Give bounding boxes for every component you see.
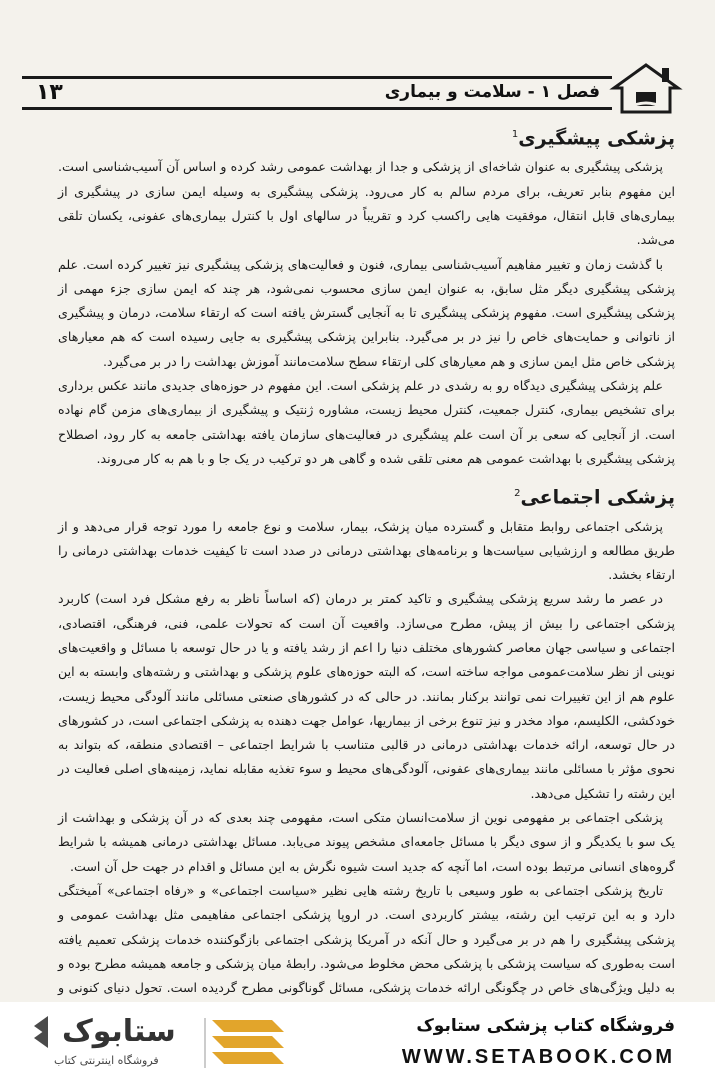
shop-name: فروشگاه کتاب پزشکی ستابوک [416, 1016, 675, 1036]
page-content [58, 122, 675, 1025]
section-heading: پزشکی اجتماعی$^2$ [514, 486, 675, 509]
paragraph: تاریخ پزشکی اجتماعی به طور وسیعی با تاریخ رشته هایی نظیر «سیاست اجتماعی» و «رفاه اجتماعی» آمیختگی دارد و به این ترتیب این رشته، بیشتر کاربردی است. در اروپا پزشکی اجتماعی مفاهیمی مثل بهداشت عمومی و پزشکی پیشگیری را هم در بر می‌گیرد و حال آنکه در آمریکا پزشکی اجتماعی بازگوکننده خدمات پزشکی تعمیم یافته است به‌طوری که سیاست پزشکی با پزشکی محض مخلوط می‌شود. رابطهٔ میان پزشکی و جامعه همیشه مطرح بوده و به دلیل ویژگی‌های خاص در چگونگی ارائه خدمات پزشکی، مسائل گوناگونی مطرح گردیده است. تحول دنیای کنونی و [58, 882, 675, 996]
store-footer [0, 1002, 715, 1080]
page-header [22, 68, 682, 112]
paragraph: در عصر ما رشد سریع پزشکی پیشگیری و تاکید کمتر بر درمان (که اساساً ناظر به رفع مشکل فرد است) کاربرد پزشکی اجتماعی را بیش از پیش، مطرح می‌سازد. واقعیت آن است که تحولات علمی، فنی، فرهنگی، اقتصادی، اجتماعی و سیاسی جهان معاصر کشورهای مختلف دنیا را اعم از رشد یافته و یا در حال توسعه با مسائل و واقعیت‌های نوینی از نظر سلامت‌عمومی مواجه ساخته است، که البته حوزه‌های علوم پزشکی و بهداشتی و رشته‌های وابسته به این علوم هم از این تغییرات نمی توانند برکنار بمانند. در حالی که در کشورهای صنعتی مسائلی مانند آلودگی محیط زیست، خودکشی، الکلیسم، مواد مخدر و نیز تنوع برخی از بیماریها، عوامل جهت دهنده به پزشکی اجتماعی است، در کشورهای در حال توسعه، ارائه خدمات بهداشتی درمانی در قالبی متناسب با شرایط اجتماعی – اقتصادی منطقه، که بتواند به نحوی مؤثر با مسائلی مانند بیماری‌های عفونی، آلودگی‌های محیط و سوء تغذیه مقابله نماید، زمینه‌های اصلی فعالیت در این رشته را تشکیل می‌دهد. [58, 591, 675, 801]
section-heading: پزشکی پیشگیری$^1$ [511, 127, 675, 150]
paragraph: با گذشت زمان و تغییر مفاهیم آسیب‌شناسی بیماری، فنون و فعالیت‌های پزشکی پیشگیری نیز تغییر کرده است. علم پزشکی پیشگیری دیگر مثل سابق، به عنوان ایمن سازی محسوب نمی‌شود، هر چند که ایمن سازی جزء مهمی از پزشکی پیشگیری است. مفهوم پزشکی پیشگیری تا به آنجایی گسترش یافته است که ارتقاء سلامت، درمان و پیشگیری از ناتوانی و حمایت‌های خاص را نیز در بر می‌گیرد. بنابراین پزشکی پیشگیری به جایی رسیده است که هم معیارهای پزشکی خاص مثل ایمن سازی و هم معیارهای کلی ارتقاء سطح سلامت‌مانند آموزش بهداشت را در بر می‌گیرد. [58, 256, 675, 369]
shop-url-link[interactable]: WWW.SETABOOK.COM [401, 1046, 675, 1068]
paragraph: علم پزشکی پیشگیری دیدگاه رو به رشدی در علم پزشکی است. این مفهوم در حوزه‌های جدیدی مانند عکس برداری برای تشخیص بیماری، کنترل جمعیت، کنترل محیط زیست، مشاوره ژنتیک و پیشگیری از بیماری‌های مزمن گام نهاده است. از آنجایی که سعی بر آن است علم پیشگیری در فعالیت‌های سازمان یافته بهداشتی جامعه به کار رود، اصطلاح پزشکی پیشگیری با بهداشت عمومی هم معنی تلقی شده و گاهی هر دو ترکیب در یک جا و با هم به کار می‌روند. [58, 378, 675, 466]
house-icon [610, 62, 682, 114]
paragraph: پزشکی اجتماعی روابط متقابل و گسترده میان پزشک، بیمار، سلامت و نوع جامعه را مورد توجه قرار می‌دهد و از طریق مطالعه و ارزشیابی سیاست‌ها و برنامه‌های بهداشتی درمانی در صدد است تا کیفیت خدمات بهداشتی درمانی را ارتقاء بخشد. [58, 518, 675, 583]
store-logo[interactable] [34, 1012, 284, 1074]
logo-tagline: فروشگاه اینترنتی کتاب [54, 1054, 159, 1067]
logo-name: ستابوک [62, 1014, 176, 1049]
chapter-title: فصل ۱ - سلامت و بیماری [384, 82, 600, 102]
page-number: ۱۳ [36, 80, 63, 105]
section-social-medicine [58, 481, 675, 1025]
paragraph: پزشکی اجتماعی بر مفهومی نوین از سلامت‌انسان متکی است، مفهومی چند بعدی که در آن پزشکی و بهداشت از یک سو با یکدیگر و از سوی دیگر با مسائل جامعه‌ای مشخص پیوند می‌یابد. مسائل بهداشتی درمانی همیشه با شرایط گروه‌های انسانی مرتبط بوده است، اما آنچه که جدید است شیوه نگرش به این مسائل و اقدام در جهت حل آن است. [58, 810, 675, 874]
paragraph: پزشکی پیشگیری به عنوان شاخه‌ای از پزشکی و جدا از بهداشت عمومی رشد کرده و اساس آن آسیب‌شناسی است. این مفهوم بنابر تعریف، برای مردم سالم به کار می‌رود. پزشکی پیشگیری به وسیله ایمن سازی در پیشگیری از بیماری‌های قابل انتقال، موفقیت هایی راکسب کرد و تقریباً در سالهای اول با کنترل بیماری‌های عفونی، یکسان تلقی می‌شد. [58, 159, 675, 248]
section-preventive-medicine [58, 122, 675, 471]
